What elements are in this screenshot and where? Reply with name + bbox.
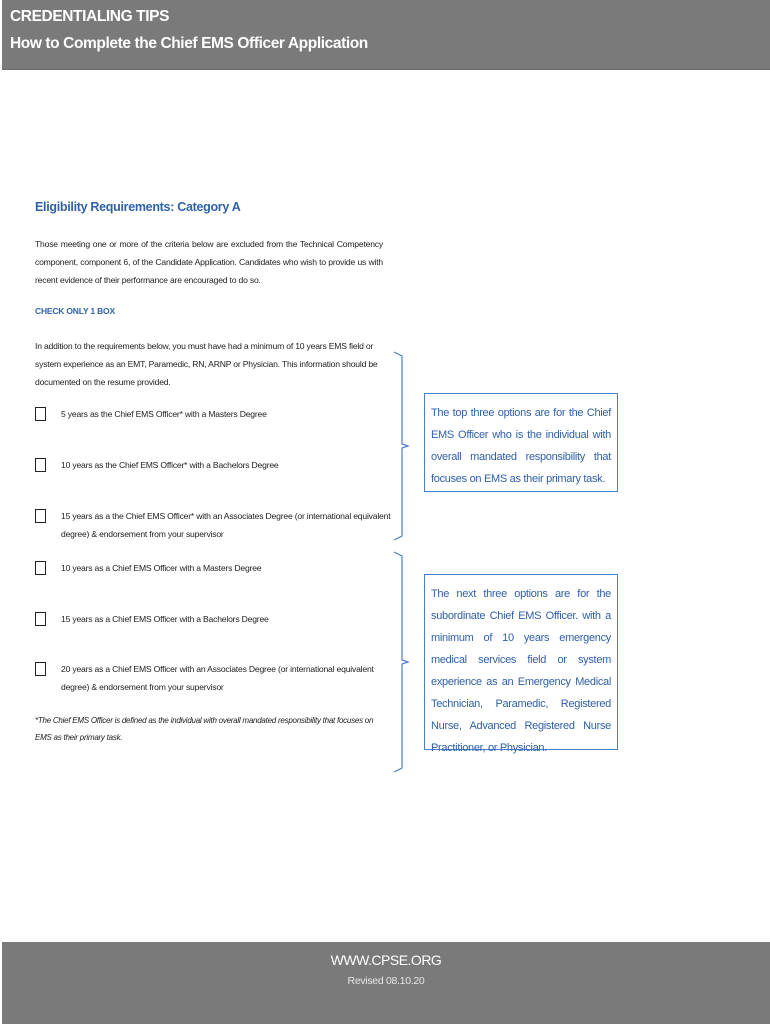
option-4-label: 10 years as a Chief EMS Officer with a Masters Degree bbox=[61, 563, 262, 573]
section-title: Eligibility Requirements: Category A bbox=[35, 200, 241, 214]
option-6-checkbox[interactable] bbox=[35, 662, 46, 676]
footer-revised: Revised 08.10.20 bbox=[347, 975, 425, 987]
option-1-checkbox[interactable] bbox=[35, 407, 46, 421]
option-1-label: 5 years as the Chief EMS Officer* with a Masters Degree bbox=[61, 409, 267, 419]
option-5-checkbox[interactable] bbox=[35, 612, 46, 626]
footer-url: WWW.CPSE.ORG bbox=[330, 952, 442, 968]
option-3-label: 15 years as a the Chief EMS Officer* with an Associates Degree (or international equivalent degree) & endorsement from your supervisor bbox=[61, 511, 391, 539]
header-title: CREDENTIALING TIPS bbox=[10, 8, 170, 25]
option-2-label: 10 years as the Chief EMS Officer* with a Bachelors Degree bbox=[61, 460, 279, 470]
requirement-paragraph: In addition to the requirements below, you must have had a minimum of 10 years EMS field or system experience as an EMT, Paramedic, RN, ARNP or Physician. This information should be documented on the resume provided. bbox=[35, 341, 378, 387]
page-footer bbox=[2, 942, 770, 1024]
bottom-bracket-icon bbox=[390, 550, 412, 774]
option-3-checkbox[interactable] bbox=[35, 509, 46, 523]
bottom-options-note: The next three options are for the subordinate Chief EMS Officer. with a minimum of 10 years emergency medical services field or system experience as an Emergency Medical Technician, Paramedic, Registered Nurse, Advanced Registered Nurse Practitioner, or Physician. bbox=[424, 574, 618, 750]
option-6-label: 20 years as a Chief EMS Officer with an Associates Degree (or international equivalent degree) & endorsement from your supervisor bbox=[61, 664, 374, 692]
page-header bbox=[2, 0, 770, 70]
option-4-checkbox[interactable] bbox=[35, 561, 46, 575]
footnote: *The Chief EMS Officer is defined as the individual with overall mandated responsibility that focuses on EMS as their primary task. bbox=[35, 716, 374, 742]
option-2-checkbox[interactable] bbox=[35, 458, 46, 472]
intro-paragraph: Those meeting one or more of the criteria below are excluded from the Technical Competency component, component 6, of the Candidate Application. Candidates who wish to provide us with recent evidence of their performance are encouraged to do so. bbox=[35, 239, 383, 285]
check-only-instruction: CHECK ONLY 1 BOX bbox=[35, 306, 115, 316]
option-5-label: 15 years as a Chief EMS Officer with a Bachelors Degree bbox=[61, 614, 269, 624]
header-subtitle: How to Complete the Chief EMS Officer Application bbox=[10, 35, 368, 52]
top-bracket-icon bbox=[390, 350, 412, 542]
top-options-note: The top three options are for the Chief EMS Officer who is the individual with overall mandated responsibility that focuses on EMS as their primary task. bbox=[424, 393, 618, 492]
